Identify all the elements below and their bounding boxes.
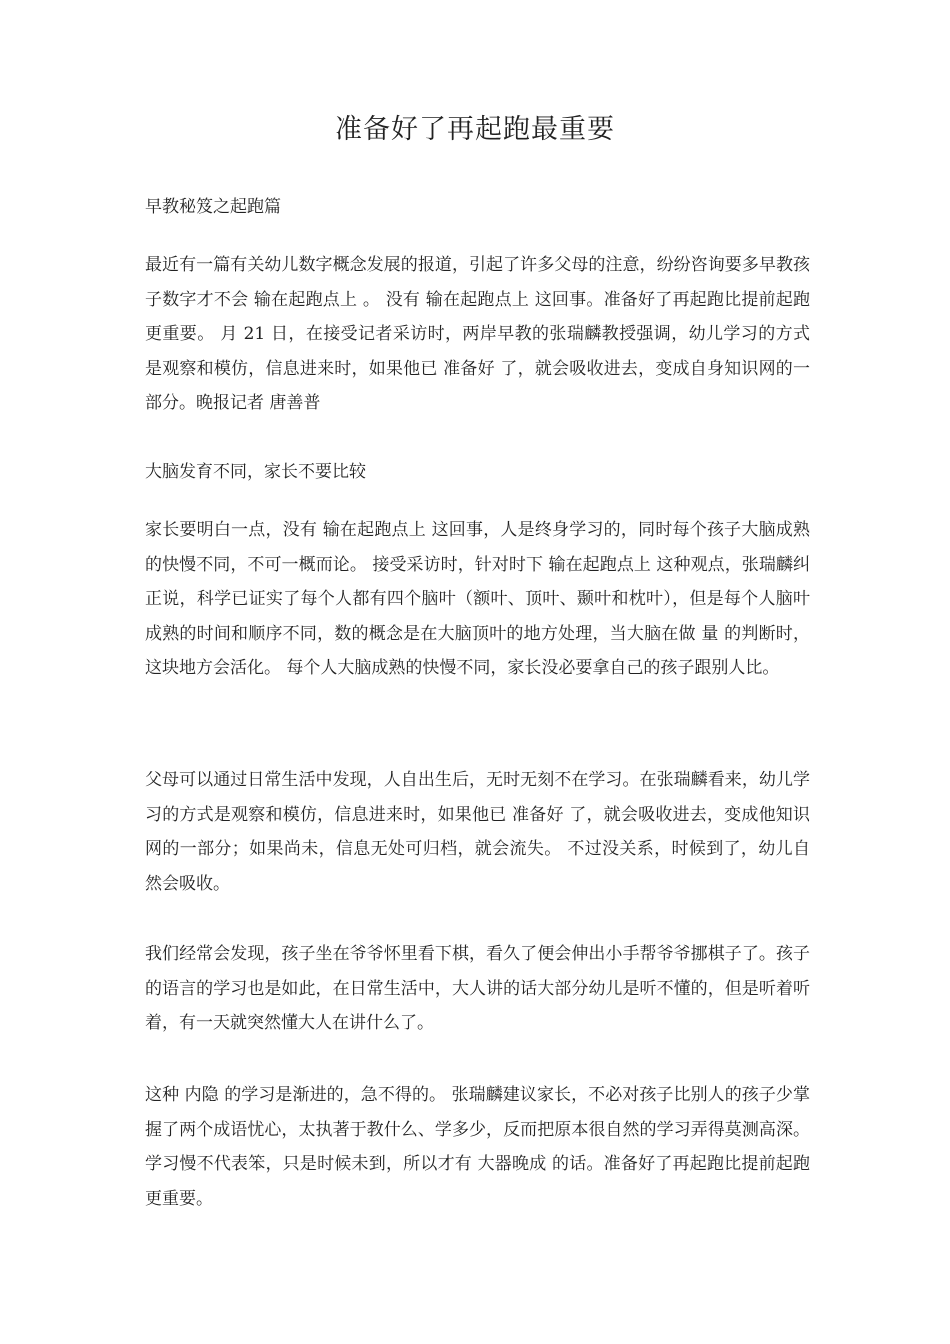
paragraph-conclusion: 这种 内隐 的学习是渐进的，急不得的。 张瑞麟建议家长，不必对孩子比别人的孩子少掌握了两个成语忧心，太执著于教什么、学多少，反而把原本很自然的学习弄得莫测高深。学习慢不代表笨，只是时候未到，所以才有 大器晚成 的话。准备好了再起跑比提前起跑更重要。 [145, 1085, 810, 1209]
document-subtitle: 早教秘笈之起跑篇 [145, 197, 281, 217]
paragraph-learning-style: 父母可以通过日常生活中发现，人自出生后，无时无刻不在学习。在张瑞麟看来，幼儿学习的方式是观察和模仿，信息进来时，如果他已 准备好 了，就会吸收进去，变成他知识网的一部分；如果尚未，信息无处可归档，就会流失。 不过没关系，时候到了，幼儿自然会吸收。 [145, 770, 810, 894]
paragraph-intro: 最近有一篇有关幼儿数字概念发展的报道，引起了许多父母的注意，纷纷咨询要多早教孩子数字才不会 输在起跑点上 。 没有 输在起跑点上 这回事。准备好了再起跑比提前起跑更重要。 月 21 日，在接受记者采访时，两岸早教的张瑞麟教授强调，幼儿学习的方式是观察和模仿，信息进来时，如果他已 准备好 了，就会吸收进去，变成自身知识网的一部分。晚报记者 唐善普 [145, 255, 810, 413]
paragraph-examples: 我们经常会发现，孩子坐在爷爷怀里看下棋，看久了便会伸出小手帮爷爷挪棋子了。孩子的语言的学习也是如此，在日常生活中，大人讲的话大部分幼儿是听不懂的，但是听着听着，有一天就突然懂大人在讲什么了。 [145, 944, 810, 1033]
section-heading: 大脑发育不同，家长不要比较 [145, 462, 366, 482]
document-title: 准备好了再起跑最重要 [335, 114, 615, 145]
paragraph-brain-development: 家长要明白一点，没有 输在起跑点上 这回事，人是终身学习的，同时每个孩子大脑成熟的快慢不同，不可一概而论。 接受采访时，针对时下 输在起跑点上 这种观点，张瑞麟纠正说，科学已证实了每个人都有四个脑叶（额叶、顶叶、颞叶和枕叶），但是每个人脑叶成熟的时间和顺序不同，数的概念是在大脑顶叶的地方处理，当大脑在做 量 的判断时，这块地方会活化。 每个人大脑成熟的快慢不同，家长没必要拿自己的孩子跟别人比。 [145, 520, 810, 678]
